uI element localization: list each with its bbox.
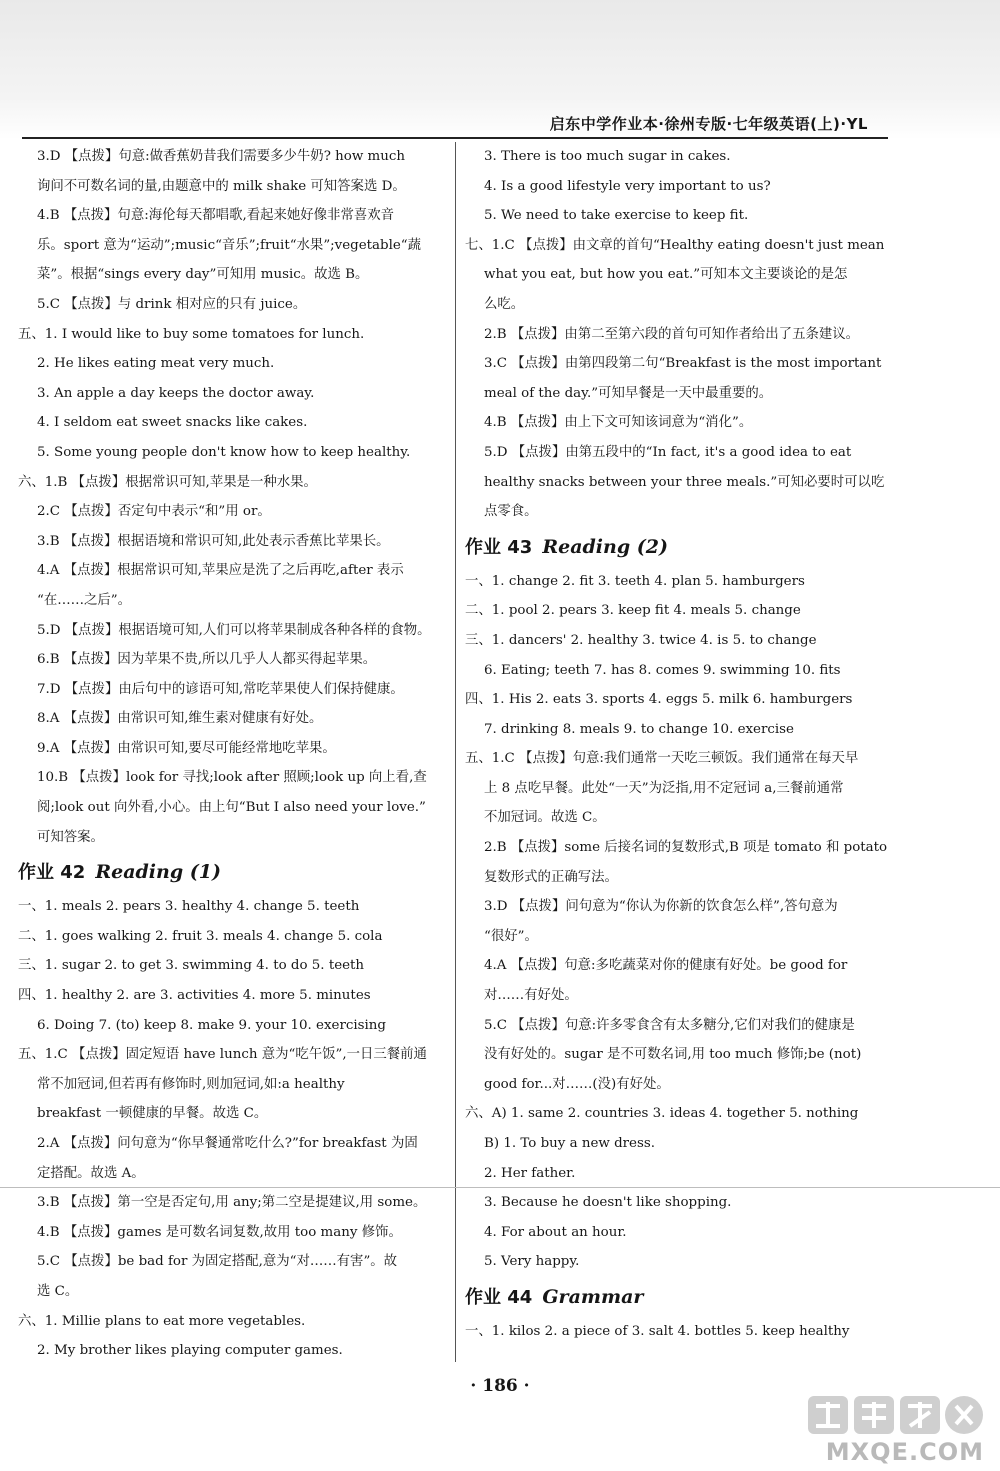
answer-line: 四、1. His 2. eats 3. sports 4. eggs 5. milk 6. hamburgers	[465, 692, 853, 708]
answer-line: 二、1. goes walking 2. fruit 3. meals 4. change 5. cola	[18, 928, 383, 944]
answer-line: 4.A 【点拨】根据常识可知,苹果应是洗了之后再吃,after 表示	[37, 563, 404, 579]
answer-line: 上 8 点吃早餐。此处“一天”为泛指,用不定冠词 a,三餐前通常	[484, 780, 844, 796]
section-name: Grammar	[542, 1285, 644, 1308]
answer-line: 一、1. change 2. fit 3. teeth 4. plan 5. hamburgers	[465, 573, 805, 589]
answer-line: 5. Very happy.	[484, 1254, 580, 1270]
answer-line: 询问不可数名词的量,由题意中的 milk shake 可知答案选 D。	[37, 178, 406, 194]
answer-line: 2.C 【点拨】否定句中表示“和”用 or。	[37, 504, 271, 520]
answer-line: 定搭配。故选 A。	[37, 1165, 145, 1181]
answer-line: 9.A 【点拨】由常识可知,要尽可能经常地吃苹果。	[37, 740, 336, 756]
section-name: Reading (2)	[542, 535, 668, 558]
watermark-text: MXQE.COM	[825, 1438, 984, 1466]
answer-line: 3.B 【点拨】第一空是否定句,用 any;第二空是提建议,用 some。	[37, 1195, 427, 1211]
header-rule	[22, 137, 888, 139]
answer-line: “在……之后”。	[37, 592, 132, 608]
answer-line: 3.D 【点拨】句意:做香蕉奶昔我们需要多少牛奶? how much	[37, 149, 405, 164]
answer-line: 没有好处的。sugar 是不可数名词,用 too much 修饰;be (not)	[484, 1047, 862, 1063]
answer-line: 5.C 【点拨】be bad for 为固定搭配,意为“对……有害”。故	[37, 1254, 398, 1270]
right-column	[465, 142, 893, 1347]
answer-line: 6. Doing 7. (to) keep 8. make 9. your 10. exercising	[37, 1017, 386, 1033]
answer-line: 5. Some young people don't know how to keep healthy.	[37, 444, 411, 460]
answer-line: 3.D 【点拨】问句意为“你认为你新的饮食怎么样”,答句意为	[484, 899, 838, 915]
section-number: 作业 43	[465, 536, 533, 558]
answer-line: 4.B 【点拨】由上下文可知该词意为“消化”。	[484, 415, 753, 431]
answer-line: 七、1.C 【点拨】由文章的首句“Healthy eating doesn't just mean	[465, 237, 885, 253]
answer-line: 一、1. meals 2. pears 3. healthy 4. change 5. teeth	[18, 899, 360, 915]
section-number: 作业 44	[465, 1286, 533, 1308]
answer-line: 点零食。	[484, 504, 538, 520]
section-heading	[18, 852, 446, 892]
answer-line: 二、1. pool 2. pears 3. keep fit 4. meals 5. change	[465, 603, 801, 619]
answer-line: 4. I seldom eat sweet snacks like cakes.	[37, 415, 308, 431]
answer-line: 4.B 【点拨】句意:海伦每天都唱歌,看起来她好像非常喜欢音	[37, 208, 395, 224]
answer-line: 3. Because he doesn't like shopping.	[484, 1195, 732, 1211]
answer-line: 4.B 【点拨】games 是可数名词复数,故用 too many 修饰。	[37, 1224, 402, 1240]
answer-line: 2.B 【点拨】some 后接名词的复数形式,B 项是 tomato 和 potato	[484, 840, 888, 856]
answer-line: 五、1.C 【点拨】固定短语 have lunch 意为“吃午饭”,一日三餐前通	[18, 1047, 427, 1063]
answer-line: 5.D 【点拨】根据语境可知,人们可以将苹果制成各种各样的食物。	[37, 622, 431, 638]
answer-line: 5. We need to take exercise to keep fit.	[484, 208, 749, 224]
answer-line: 可知答案。	[37, 829, 104, 845]
answer-line: 8.A 【点拨】由常识可知,维生素对健康有好处。	[37, 711, 323, 727]
answer-line: “很好”。	[484, 928, 538, 944]
answer-line: 乐。sport 意为“运动”;music“音乐”;fruit“水果”;vegetable“蔬	[37, 237, 422, 253]
column-divider	[455, 142, 456, 1362]
answer-line: B) 1. To buy a new dress.	[484, 1136, 655, 1151]
answer-line: 2. He likes eating meat very much.	[37, 356, 275, 372]
answer-line: 2.A 【点拨】问句意为“你早餐通常吃什么?”for breakfast 为固	[37, 1136, 418, 1151]
answer-line: 么吃。	[484, 296, 525, 312]
answer-line: meal of the day.”可知早餐是一天中最重要的。	[484, 385, 773, 401]
answer-line: 3.B 【点拨】根据语境和常识可知,此处表示香蕉比苹果长。	[37, 533, 390, 549]
answer-line: 4.A 【点拨】句意:多吃蔬菜对你的健康有好处。be good for	[484, 958, 848, 974]
answer-line: 4. For about an hour.	[484, 1224, 627, 1240]
section-heading	[465, 527, 893, 567]
answer-line: 六、A) 1. same 2. countries 3. ideas 4. together 5. nothing	[465, 1106, 859, 1122]
answer-line: 3.C 【点拨】由第四段第二句“Breakfast is the most important	[484, 356, 882, 372]
answer-line: 常不加冠词,但若再有修饰时,则加冠词,如:a healthy	[37, 1076, 345, 1092]
page-number: · 186 ·	[470, 1376, 530, 1396]
answer-line: 四、1. healthy 2. are 3. activities 4. more 5. minutes	[18, 988, 371, 1004]
answer-line: 不加冠词。故选 C。	[484, 810, 606, 826]
answer-line: 阅;look out 向外看,小心。由上句“But I also need your love.”	[37, 800, 426, 816]
answer-line: 2.B 【点拨】由第二至第六段的首句可知作者给出了五条建议。	[484, 326, 860, 342]
answer-line: 7. drinking 8. meals 9. to change 10. exercise	[484, 721, 794, 737]
answer-line: 对……有好处。	[484, 988, 578, 1004]
answer-line: 选 C。	[37, 1283, 79, 1299]
answer-line: 6. Eating; teeth 7. has 8. comes 9. swimming 10. fits	[484, 662, 841, 678]
section-number: 作业 42	[18, 862, 86, 884]
answer-line: 五、1. I would like to buy some tomatoes for lunch.	[18, 326, 365, 342]
answer-line: 7.D 【点拨】由后句中的谚语可知,常吃苹果使人们保持健康。	[37, 681, 404, 697]
answer-line: 5.C 【点拨】与 drink 相对应的只有 juice。	[37, 296, 307, 312]
section-name: Reading (1)	[95, 861, 221, 884]
answer-line: 3. An apple a day keeps the doctor away.	[37, 385, 315, 401]
answer-line: 三、1. dancers' 2. healthy 3. twice 4. is 5. to change	[465, 632, 817, 648]
answer-line: breakfast 一顿健康的早餐。故选 C。	[37, 1106, 268, 1122]
answer-line: 2. Her father.	[484, 1165, 576, 1181]
answer-line: 三、1. sugar 2. to get 3. swimming 4. to do 5. teeth	[18, 958, 365, 974]
answer-line: 一、1. kilos 2. a piece of 3. salt 4. bottles 5. keep healthy	[465, 1323, 850, 1339]
answer-line: 菜”。根据“sings every day”可知用 music。故选 B。	[37, 267, 369, 283]
answer-line: 六、1.B 【点拨】根据常识可知,苹果是一种水果。	[18, 474, 317, 490]
watermark-graphic	[806, 1392, 984, 1438]
answer-line: 复数形式的正确写法。	[484, 869, 618, 885]
watermark-logo	[806, 1392, 984, 1464]
answer-line: 5.D 【点拨】由第五段中的“In fact, it's a good idea to eat	[484, 444, 852, 460]
answer-line: good for...对……(没)有好处。	[484, 1076, 670, 1092]
answer-line: 10.B 【点拨】look for 寻找;look after 照顾;look up 向上看,查	[37, 770, 427, 786]
answer-line: 六、1. Millie plans to eat more vegetables.	[18, 1313, 306, 1329]
answer-line: healthy snacks between your three meals.”可知必要时可以吃	[484, 474, 885, 490]
left-column	[18, 142, 446, 1366]
answer-line: 5.C 【点拨】句意:许多零食含有太多糖分,它们对我们的健康是	[484, 1017, 855, 1033]
answer-line: what you eat, but how you eat.”可知本文主要谈论的是怎	[484, 267, 848, 283]
section-heading	[465, 1277, 893, 1317]
answer-line: 五、1.C 【点拨】句意:我们通常一天吃三顿饭。我们通常在每天早	[465, 751, 859, 767]
answer-line: 3. There is too much sugar in cakes.	[484, 149, 731, 164]
answer-line: 4. Is a good lifestyle very important to us?	[484, 178, 771, 194]
header-title: 启东中学作业本·徐州专版·七年级英语(上)·YL	[549, 115, 868, 133]
answer-line: 6.B 【点拨】因为苹果不贵,所以几乎人人都买得起苹果。	[37, 652, 377, 668]
answer-line: 2. My brother likes playing computer games.	[37, 1343, 343, 1359]
